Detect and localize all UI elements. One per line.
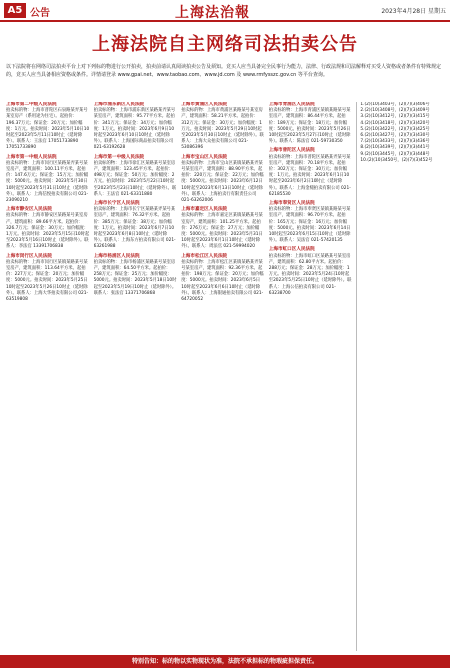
case-list-item: 1.(2)(10)3403号，(2)(7)(3)406号 (360, 102, 430, 107)
auction-lot (94, 201, 178, 251)
auction-lot (6, 207, 90, 250)
auction-lot (181, 155, 265, 205)
auction-lot (269, 102, 353, 145)
notice-title-bar (0, 30, 450, 60)
auction-lot (6, 155, 90, 205)
auction-lot (6, 102, 90, 152)
lot-text: 拍卖标的物：上海市普陀区石泉路某弄某号某室房产（系用途为住宅）。起拍价：196.37万元；保证金：20万元；加价幅度：1万元。拍卖时间：2023年5月10日10时起至2023年5月11日10时止（延时除外）。联系人：王法官 17051733890 17051733890 (6, 108, 90, 151)
page-footer-notice: 特别告知：标的物以实物现状为准，法院不承担标的物瑕疵担保责任。 (0, 655, 450, 668)
lot-court: 上海市虹口区人民法院 (268, 247, 315, 253)
case-list-item: 10.(2)(10)3450号，(2)(7)(3)452号 (360, 157, 433, 163)
auction-lot (6, 254, 90, 304)
page-number-badge: A5 (4, 3, 26, 18)
lot-text: 拍卖标的物：上海市奉贤区某镇某路某号某室房产，建筑面积：96.70平方米。起拍价：165万元；保证金：16万元；加价幅度：5000元。拍卖时间：2023年6月14日10时起至2023年6月15日10时止（延时除外）。联系人：吴法官 021-57420135 (268, 207, 351, 244)
auction-lot (94, 155, 178, 198)
case-list-item: 7.(2)(10)3433号，(2)(7)(3)436号 (360, 139, 430, 145)
auction-lot (269, 201, 353, 244)
auction-columns (6, 102, 444, 651)
lot-text: 拍卖标的物：上海市嘉定区某镇某路某号某室房产，建筑面积：101.25平方米。起拍价：276万元；保证金：27万元；加价幅度：5000元。拍卖时间：2023年5月31日10时起至2023年6月1日10时止（延时除外）。联系人：周法官 021-59994020 (181, 213, 263, 250)
lot-court: 上海市奉贤区人民法院 (268, 201, 315, 207)
lot-court: 上海市杨浦区人民法院 (93, 253, 140, 259)
case-list-item: 8.(2)(10)3439号，(2)(7)(3)441号 (360, 145, 430, 151)
page-header (0, 0, 450, 22)
lot-court: 上海市长宁区人民法院 (93, 201, 140, 207)
lot-text: 拍卖标的物：上海市闵行区某路某弄某号某室房产，建筑面积：100.11平方米。起拍价：147.6万元；保证金：15万元；加价幅度：5000元。拍卖时间：2023年5月30日10时起至2023年5月31日10时止（延时除外）。联系人：上海信悦拍卖有限公司 021-23090210 (6, 160, 89, 204)
lot-court: 上海市黄浦区人民法院 (181, 102, 228, 107)
auction-lot (181, 254, 265, 304)
lot-text: 拍卖标的物：上海市长宁区某路某弄某号某室房产，建筑面积：76.32平方米。起拍价：385万元；保证金：38万元；加价幅度：1万元。拍卖时间：2023年6月7日10时起至2023年6月8日10时止（延时除外）。联系人：上海东方拍卖有限公司 021-63261988 (93, 207, 176, 250)
lot-court: 上海市宝山区人民法院 (181, 154, 228, 160)
lot-court: 上海市静安区人民法院 (6, 207, 52, 213)
column-5 (356, 102, 444, 651)
notice-intro: 以下法院将在网络司法拍卖平台上对下列标的物进行公开拍卖，拍卖前请认真阅读拍卖公告及须知。竞买人应当具备完全民事行为能力，法律、行政法规和司法解释对买受人资格或者条件有特殊规定的，竞买人应当具备相应资格或条件。详情请登录 www.gpai.net、www.taobao.com、www.jd.com 及 www.rmfysszc.gov.cn 等平台查询。 (6, 64, 442, 78)
case-list-item: 3.(2)(10)3412号，(2)(7)(3)415号 (360, 114, 430, 120)
lot-text: 拍卖标的物：上海市松江区某镇某路某弄某号某室房产，建筑面积：92.36平方米。起拍价：198万元；保证金：20万元；加价幅度：5000元。拍卖时间：2023年6月5日10时起至2023年6月6日10时止（延时除外）。联系人：上海银通拍卖有限公司 021-64720052 (181, 259, 264, 303)
auction-lot (181, 102, 265, 152)
case-list-item: 5.(2)(10)3422号，(2)(7)(3)425号 (360, 126, 430, 132)
lot-text: 拍卖标的物：上海市青浦区某镇某路某号某室房产，建筑面积：86.44平方米。起拍价：189万元；保证金：18万元；加价幅度：5000元。拍卖时间：2023年5月26日10时起至2023年5月27日10时止（延时除外）。联系人：陈法官 021-59730350 (268, 108, 351, 145)
column-1 (6, 102, 90, 651)
notice-title: 上海法院自主网络司法拍卖公告 (92, 34, 358, 55)
lot-court: 上海市青浦区人民法院 (268, 102, 315, 107)
lot-court: 上海市闵行区人民法院 (6, 253, 52, 259)
lot-text: 拍卖标的物：上海市杨浦区某路某号某室房产，建筑面积：64.50平方米。起拍价：258万元；保证金：25万元；加价幅度：5000元。拍卖时间：2023年5月18日10时起至2023年5月19日10时止（延时除外）。联系人：张法官 13371706868 (93, 259, 177, 296)
lot-court: 上海市第一中级人民法院 (93, 154, 145, 160)
section-name: 公告 (30, 8, 50, 19)
lot-court: 上海市第一中级人民法院 (6, 154, 57, 160)
lot-text: 拍卖标的物：上海市宝山区某镇某路某弄某号某室房产，建筑面积：88.90平方米。起拍价：220万元；保证金：22万元；加价幅度：5000元。拍卖时间：2023年6月12日10时起至2023年6月13日10时止（延时除外）。联系人：上海拍卖行有限责任公司 021-63262006 (181, 160, 264, 204)
case-list-item: 2.(2)(10)3408号，(2)(7)(3)409号 (360, 108, 430, 114)
auction-lot (94, 102, 178, 152)
auction-lot (269, 247, 353, 297)
auction-lot (269, 148, 353, 198)
lot-text: 拍卖标的物：上海市闵行区某镇某路某号某室房产，建筑面积：113.64平方米。起拍价：227万元；保证金：20万元；加价幅度：5000元。拍卖时间：2023年5月25日10时起至2023年5月26日10时止（延时除外）。联系人：上海大华拍卖有限公司 021-63519808 (6, 259, 89, 303)
lot-text: 拍卖标的物：上海市浦东新区某路某弄某号某室房产，建筑面积：95.77平方米。起拍价：341万元；保证金：34万元；加价幅度：1万元。拍卖时间：2023年6月9日10时起至2023年6月10日10时止（延时除外）。联系人：上海国际商品拍卖有限公司 021-63192628 (93, 108, 176, 151)
column-2 (94, 102, 178, 651)
lot-court: 上海市第二中级人民法院 (6, 102, 57, 107)
auction-lot (181, 207, 265, 250)
lot-court: 上海市松江区人民法院 (181, 253, 228, 259)
case-list-item: 9.(2)(10)3445号，(2)(7)(3)448号 (360, 151, 430, 157)
case-list-item: 6.(2)(10)3427号，(2)(7)(3)430号 (360, 133, 430, 139)
lot-court: 上海市嘉定区人民法院 (181, 207, 228, 213)
lot-text: 拍卖标的物：上海市虹口区某路某号某室房产，建筑面积：62.80平方米。起拍价：288万元；保证金：28万元；加价幅度：1万元。拍卖时间：2023年5月24日10时起至2023年5月25日10时止（延时除外）。联系人：上海公信拍卖有限公司 021-63238700 (268, 253, 352, 296)
column-3 (181, 102, 265, 651)
lot-text: 拍卖标的物：上海市静安区某路某号某室房产，建筑面积：89.66平方米。起拍价：326.7万元；保证金：30万元；加价幅度：1万元。拍卖时间：2023年5月15日10时起至2023年5月16日10时止（延时除外）。联系人：李法官 13391706838 (6, 213, 90, 250)
auction-lot (94, 254, 178, 297)
lot-court: 上海市浦东新区人民法院 (93, 102, 145, 107)
lot-text: 拍卖标的物：上海市普陀区某路某弄某号某室房产，建筑面积：70.18平方米。起拍价：302万元；保证金：30万元；加价幅度：1万元。拍卖时间：2023年6月1日10时起至2023年6月2日10时止（延时除外）。联系人：上海金槌拍卖有限公司 021-62185530 (268, 154, 351, 197)
lot-text: 拍卖标的物：上海市黄浦区某路某号某室房产，建筑面积：58.21平方米。起拍价：312万元；保证金：30万元；加价幅度：1万元。拍卖时间：2023年5月29日10时起至2023年5月30日10时止（延时除外）。联系人：上海大众拍卖有限公司 021-53086396 (181, 108, 264, 151)
lot-text: 拍卖标的物：上海市徐汇区某路某号某室房产，建筑面积：123.45平方米。起拍价：498万元；保证金：50万元；加价幅度：2万元。拍卖时间：2023年5月22日10时起至2023年5月23日10时止（延时除外）。联系人：王法官 021-63311880 (93, 160, 177, 197)
case-list-item: 4.(2)(10)3418号，(2)(7)(3)420号 (360, 120, 430, 126)
newspaper-masthead: 上海法治報 (175, 5, 250, 21)
lot-court: 上海市普陀区人民法院 (268, 148, 315, 154)
column-4 (269, 102, 353, 651)
issue-date: 2023年4月28日 星期五 (381, 8, 446, 15)
